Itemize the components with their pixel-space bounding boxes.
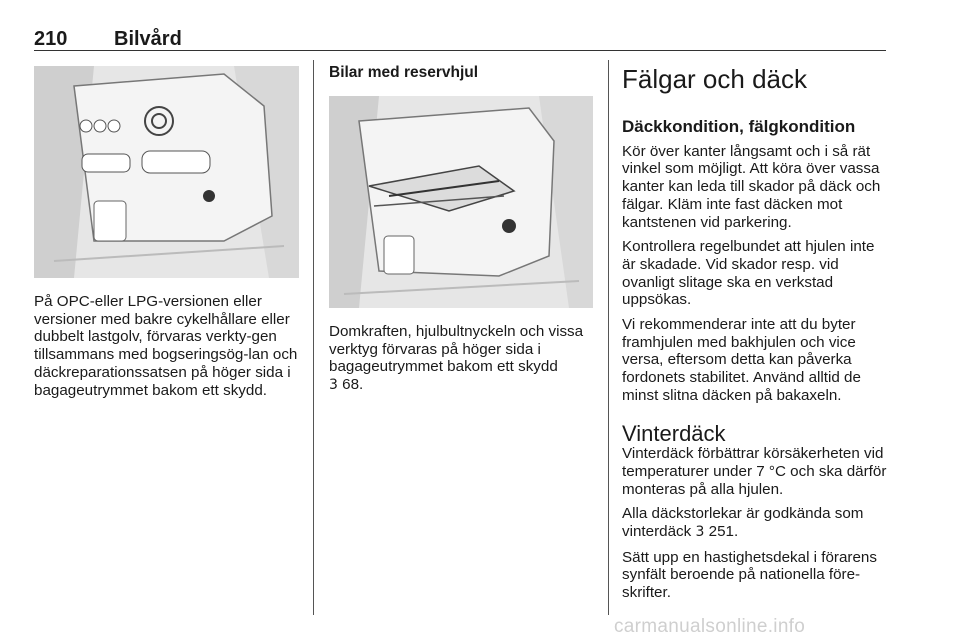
jack-storage-illustration [329,96,593,308]
right-column [622,64,888,609]
paragraph-inspect: Kontrollera regelbundet att hjulen inte är skadade. Vid skador resp. vid ovanligt slitage ska en verkstad uppsökas. [622,238,875,309]
middle-column-heading [329,64,595,89]
paragraph-winter-sizes [622,505,888,541]
section-heading-spare-wheel: Bilar med reservhjul [329,64,479,81]
winter-sizes-ref: 251. [708,523,739,541]
heading-winter-tyres: Vinterdäck [622,420,726,446]
ref-arrow-icon: 3 [695,524,705,541]
section-title-rims-tyres: Fälgar och däck [622,64,807,94]
page-header [34,20,886,52]
header-rule [34,50,886,51]
jack-caption-ref: 68. [342,376,364,394]
paragraph-winter-safety: Vinterdäck förbättrar körsäkerheten vid temperaturer under 7 °C och ska därför monteras på alla hjulen. [622,445,887,498]
subheading-tyre-condition: Däckkondition, fälgkondition [622,117,856,136]
left-column [34,293,300,406]
storage-caption: På OPC-eller LPG-versionen eller versioner med bakre cykelhållare eller dubbelt lastgolv, förvaras verkty-gen tillsammans med bogseringsög-lan och däckreparationssatsen på höger sida i bagageutrymmet bakom ett skydd. [34,293,298,399]
paragraph-speed-decal: Sätt upp en hastighetsdekal i förarens synfält beroende på nationella före-skrifter. [622,548,877,602]
middle-column [329,323,597,402]
winter-sizes-text: Alla däckstorlekar är godkända som vinterdäck [622,505,864,541]
paragraph-kerbs: Kör över kanter långsamt och i så rät vinkel som möjligt. Att köra över vassa kanter kan leda till skador på däck och fälgar. Kläm inte fast däcken mot kantstenen vid parkering. [622,142,881,231]
column-divider-right [608,60,609,615]
watermark: carmanualsonline.info [614,616,806,637]
page-number: 210 [34,28,68,50]
jack-caption [329,323,597,395]
ref-arrow-icon: 3 [329,377,338,394]
jack-caption-text: Domkraften, hjulbultnyckeln och vissa verktyg förvaras på höger sida i bagageutrymmet bakom ett skydd [329,323,584,376]
column-divider-left [313,60,314,615]
trunk-tool-storage-illustration [34,66,299,278]
chapter-title: Bilvård [114,28,182,50]
paragraph-swap: Vi rekommenderar inte att du byter framhjulen med bakhjulen och vice versa, eftersom detta kan påverka fordonets stabilitet. Använd alltid de minst slitna däcken på bakaxeln. [622,316,861,404]
